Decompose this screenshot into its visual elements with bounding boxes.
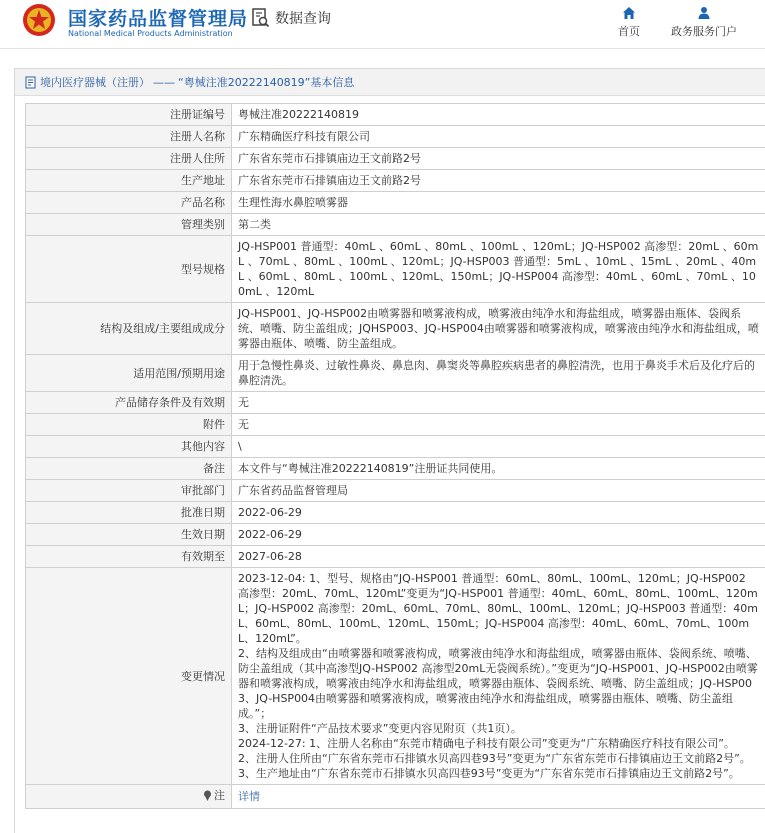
attachments-label: 附件	[26, 414, 232, 436]
nav-portal-label: 政务服务门户	[671, 25, 737, 38]
note-label-cell	[26, 785, 232, 809]
document-icon	[25, 76, 37, 89]
change-line: 2、结构及组成由“由喷雾器和喷雾液构成，喷雾液由纯净水和海盐组成，喷雾器由瓶体、袋阀系统、喷嘴、防尘盖组成（其中高渗型JQ-HSP002 高渗型20mL无袋阀系统）。”变更为“JQ-HSP001、JQ-HSP002由喷雾器和喷雾液构成，喷雾液由纯净水和海盐组成，喷雾器由瓶体、袋阀系统、喷嘴、防尘盖组成；JQ-HSP003、JQ-HSP004由喷雾器和喷雾液构成，喷雾液由纯净水和海盐组成，喷雾器由瓶体、喷嘴、防尘盖组成。”；	[238, 646, 759, 721]
effective-date-label: 生效日期	[26, 524, 232, 546]
table-row	[26, 785, 765, 809]
table-row	[26, 568, 765, 785]
registrant-address-label: 注册人住所	[26, 148, 232, 170]
table-row	[26, 148, 765, 170]
storage-conditions-value: 无	[232, 392, 765, 414]
note-value	[232, 785, 765, 809]
site-header	[0, 0, 765, 49]
table-row	[26, 170, 765, 192]
logo-subtitle: National Medical Products Administration	[68, 29, 233, 38]
structure-composition-label: 结构及组成/主要组成成分	[26, 303, 232, 355]
note-label: 注	[214, 788, 225, 803]
breadcrumb	[15, 69, 765, 96]
table-row	[26, 126, 765, 148]
production-address-value: 广东省东莞市石排镇庙边王文前路2号	[232, 170, 765, 192]
breadcrumb-title: “粤械注准20222140819”基本信息	[178, 74, 354, 90]
approval-date-value: 2022-06-29	[232, 502, 765, 524]
model-spec-value: JQ-HSP001 普通型：40mL 、60mL 、80mL 、100mL 、120mL；JQ-HSP002 高渗型：20mL 、60mL 、70mL 、80mL 、100mL 、120mL；JQ-HSP003 普通型：5mL 、10mL 、15mL 、20mL 、40mL 、60mL 、80mL 、100mL 、120mL、150mL；JQ-HSP004 高渗型：40mL 、60mL 、70mL 、100mL 、120mL	[232, 236, 765, 303]
breadcrumb-separator: ——	[153, 76, 175, 89]
data-query-title[interactable]	[252, 8, 331, 28]
table-row	[26, 392, 765, 414]
remarks-label: 备注	[26, 458, 232, 480]
change-line: 2、注册人住所由“广东省东莞市石排镇水贝高四巷93号”变更为“广东省东莞市石排镇庙边王文前路2号”。	[238, 751, 759, 766]
intended-use-value: 用于急慢性鼻炎、过敏性鼻炎、鼻息肉、鼻窦炎等鼻腔疾病患者的鼻腔清洗，也用于鼻炎手术后及化疗后的鼻腔清洗。	[232, 355, 765, 392]
logo-title[interactable]: 国家药品监督管理局	[68, 4, 248, 31]
approval-date-label: 批准日期	[26, 502, 232, 524]
registrant-name-label: 注册人名称	[26, 126, 232, 148]
other-content-value: \	[232, 436, 765, 458]
product-name-value: 生理性海水鼻腔喷雾器	[232, 192, 765, 214]
document-search-icon	[252, 8, 270, 28]
other-content-label: 其他内容	[26, 436, 232, 458]
change-line: 3、注册证附件“产品技术要求”变更内容见附页（共1页）。	[238, 721, 759, 736]
table-row	[26, 436, 765, 458]
product-name-label: 产品名称	[26, 192, 232, 214]
intended-use-label: 适用范围/预期用途	[26, 355, 232, 392]
table-row	[26, 546, 765, 568]
storage-conditions-label: 产品储存条件及有效期	[26, 392, 232, 414]
nav-service-portal[interactable]	[662, 6, 746, 39]
change-history-value	[232, 568, 765, 785]
home-icon	[622, 6, 636, 20]
effective-date-value: 2022-06-29	[232, 524, 765, 546]
detail-panel	[14, 68, 765, 833]
model-spec-label: 型号规格	[26, 236, 232, 303]
table-row	[26, 104, 765, 126]
registrant-name-value: 广东精确医疗科技有限公司	[232, 126, 765, 148]
approval-dept-value: 广东省药品监督管理局	[232, 480, 765, 502]
user-icon	[697, 6, 711, 20]
change-line: 2023-12-04: 1、型号、规格由“JQ-HSP001 普通型：60mL、80mL、100mL、120mL；JQ-HSP002 高渗型：20mL、70mL、120mL”变更为“JQ-HSP001 普通型：40mL、60mL、80mL、100mL、120mL；JQ-HSP002 高渗型：20mL、60mL、70mL、80mL、100mL、120mL；JQ-HSP003 普通型：40mL、60mL、80mL、100mL、120mL、150mL；JQ-HSP004 高渗型：40mL、60mL、70mL、100mL、120mL”。	[238, 571, 759, 646]
nav-home[interactable]	[612, 6, 646, 39]
reg-no-value: 粤械注准20222140819	[232, 104, 765, 126]
expiry-date-label: 有效期至	[26, 546, 232, 568]
table-row	[26, 458, 765, 480]
pin-icon	[203, 790, 212, 801]
breadcrumb-category[interactable]: 境内医疗器械（注册）	[40, 74, 150, 90]
registrant-address-value: 广东省东莞市石排镇庙边王文前路2号	[232, 148, 765, 170]
query-label: 数据查询	[275, 8, 331, 28]
expiry-date-value: 2027-06-28	[232, 546, 765, 568]
management-class-value: 第二类	[232, 214, 765, 236]
table-row	[26, 502, 765, 524]
change-line: 3、生产地址由“广东省东莞市石排镇水贝高四巷93号”变更为“广东省东莞市石排镇庙边王文前路2号”。	[238, 766, 759, 781]
table-row	[26, 192, 765, 214]
table-row	[26, 214, 765, 236]
table-row	[26, 303, 765, 355]
production-address-label: 生产地址	[26, 170, 232, 192]
structure-composition-value: JQ-HSP001、JQ-HSP002由喷雾器和喷雾液构成，喷雾液由纯净水和海盐组成，喷雾器由瓶体、袋阀系统、喷嘴、防尘盖组成；JQHSP003、JQ-HSP004由喷雾器和喷雾液构成，喷雾液由纯净水和海盐组成，喷雾器由瓶体、喷嘴、防尘盖组成。	[232, 303, 765, 355]
table-row	[26, 355, 765, 392]
reg-no-label: 注册证编号	[26, 104, 232, 126]
registration-info-table	[25, 103, 765, 809]
table-row	[26, 236, 765, 303]
remarks-value: 本文件与“粤械注准20222140819”注册证共同使用。	[232, 458, 765, 480]
approval-dept-label: 审批部门	[26, 480, 232, 502]
table-row	[26, 480, 765, 502]
national-emblem-icon	[22, 3, 56, 37]
table-row	[26, 524, 765, 546]
management-class-label: 管理类别	[26, 214, 232, 236]
change-history-label: 变更情况	[26, 568, 232, 785]
attachments-value: 无	[232, 414, 765, 436]
details-link[interactable]: 详情	[238, 790, 260, 803]
change-line: 2024-12-27: 1、注册人名称由“东莞市精确电子科技有限公司”变更为“广东精确医疗科技有限公司”。	[238, 736, 759, 751]
table-row	[26, 414, 765, 436]
nav-home-label: 首页	[618, 25, 640, 38]
